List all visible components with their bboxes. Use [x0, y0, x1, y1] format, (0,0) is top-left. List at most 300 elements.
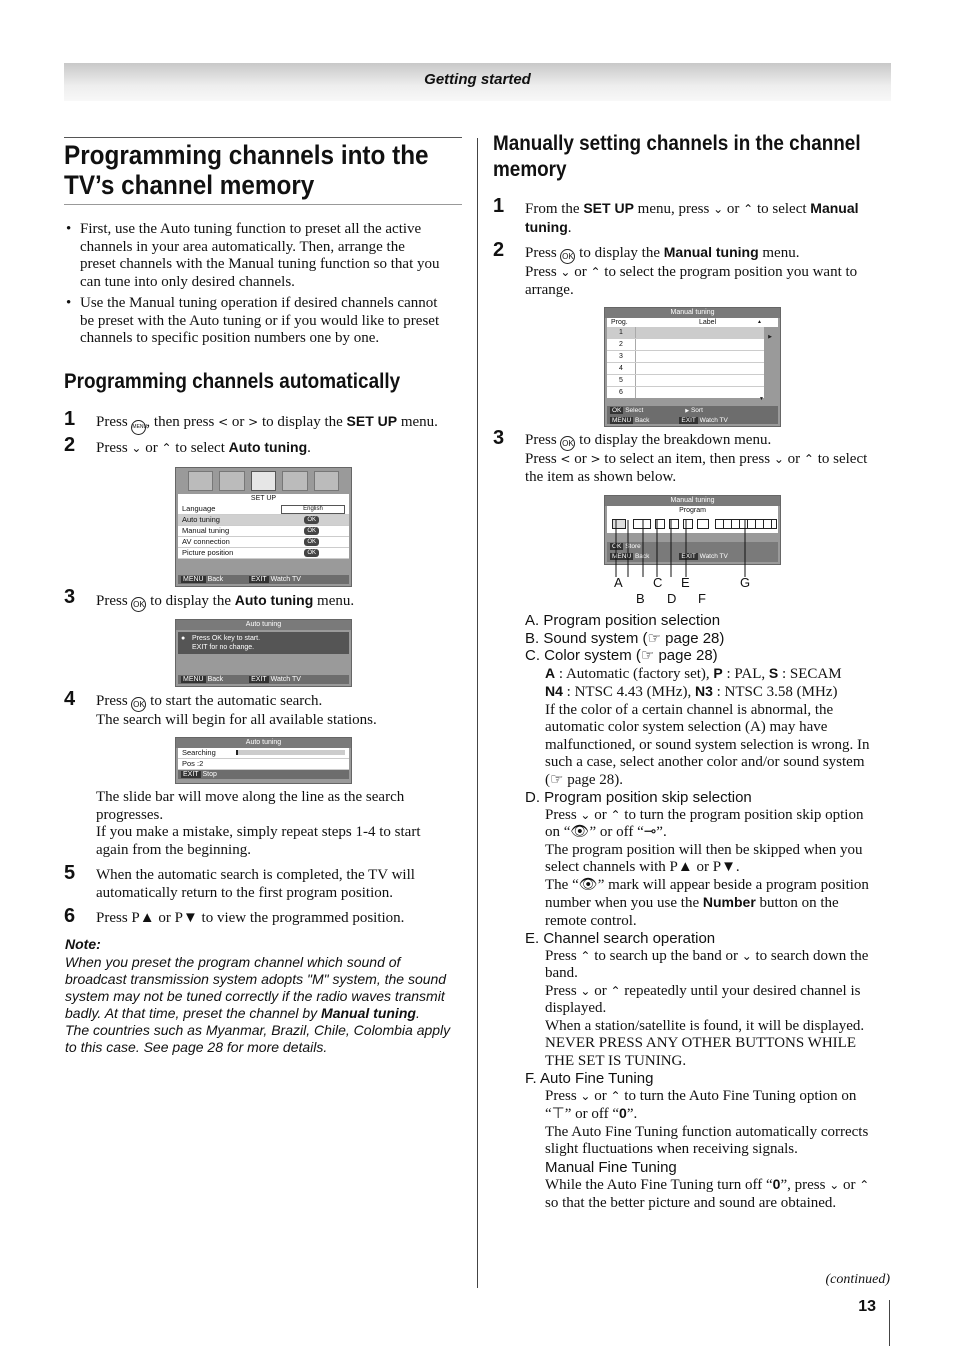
back-label: Back — [207, 576, 224, 583]
bold-term: S — [768, 664, 779, 681]
step-4-line: The search will begin for all available stations. — [96, 712, 377, 728]
bullet-item — [66, 221, 466, 291]
step-6-text: Press P▲ or P▼ to view the programmed position. — [96, 910, 405, 926]
select-label: Select — [625, 407, 644, 414]
text: menu. — [397, 414, 438, 430]
bold-term: SET UP — [346, 413, 398, 429]
screen-footer — [178, 675, 349, 684]
bold-term: tuning — [525, 218, 568, 235]
program-row — [607, 387, 764, 398]
text: While the Auto Fine Tuning turn off “ — [545, 1177, 773, 1193]
setup-menu-icon — [251, 471, 276, 491]
text: : NTSC 3.58 (MHz) — [712, 684, 838, 700]
screen-footer — [607, 406, 778, 424]
chevron-up-icon: ⌃ — [161, 441, 172, 455]
screen-title: Auto tuning — [176, 620, 351, 630]
text: number when you use the — [545, 895, 703, 911]
chevron-down-icon: ⌄ — [829, 1178, 840, 1192]
bullet-line: be preset with the Auto tuning or if you would like to preset — [80, 312, 440, 329]
text: : NTSC 4.43 (MHz), — [562, 684, 695, 700]
bold-term: SET UP — [583, 200, 634, 216]
setup-row — [178, 548, 349, 559]
chevron-down-icon: ⌄ — [131, 441, 142, 455]
text-line — [545, 807, 895, 825]
bold-term: N4 — [545, 683, 563, 699]
text: to select — [813, 451, 868, 467]
row-label: Picture position — [182, 548, 234, 557]
exit-key-label: EXIT — [681, 417, 696, 424]
chevron-down-icon: ⌄ — [580, 807, 591, 822]
callout-label-c: C — [653, 575, 663, 590]
step-number: 3 — [64, 586, 76, 608]
note-line — [65, 1005, 470, 1022]
bullet-line: channels to specific position numbers one by one. — [80, 330, 380, 346]
bullet-item — [66, 295, 466, 348]
step-number: 4 — [64, 688, 76, 710]
text-line — [545, 683, 895, 702]
section-title-manual — [493, 131, 933, 183]
prog-header: Prog. — [611, 319, 628, 326]
auto-tuning-message — [178, 632, 349, 654]
text: to display the — [258, 414, 347, 430]
title-rule-top — [64, 137, 462, 138]
text: or — [590, 982, 611, 999]
message-line: EXIT for no change. — [192, 644, 255, 651]
store-label: Store — [625, 543, 641, 550]
auto-tuning-progress-screen — [175, 737, 352, 784]
note-body — [65, 954, 470, 1056]
ok-badge: OK — [304, 527, 319, 535]
text: Press — [525, 451, 561, 467]
callout-label-e: E — [681, 575, 690, 590]
row-label: Auto tuning — [182, 515, 220, 524]
chevron-up-icon: ⌃ — [859, 1178, 870, 1192]
text: or — [590, 1087, 611, 1104]
text-line: select channels with P▲ or P▼. — [545, 859, 740, 875]
text-line: band. — [545, 965, 578, 981]
text-line — [525, 264, 895, 282]
step-4-notes — [96, 789, 466, 859]
chevron-left-icon: < — [218, 415, 229, 429]
text: Press — [545, 982, 581, 999]
title-rule-bottom — [64, 204, 462, 205]
item-a-label: A. Program position selection — [525, 612, 721, 629]
menu-key-label: MENU — [183, 576, 204, 583]
step-number: 3 — [493, 427, 505, 449]
bold-term: Auto tuning — [228, 439, 308, 455]
text: ”. — [626, 1106, 638, 1122]
chevron-up-icon: ⌃ — [803, 452, 814, 466]
text: Press — [545, 1087, 581, 1104]
setup-row — [178, 526, 349, 537]
program-row — [607, 375, 764, 387]
bullet-line: First, use the Auto tuning function to preset all the active — [80, 221, 422, 237]
text: or — [590, 806, 611, 823]
footer-line — [610, 406, 778, 416]
bold-term: N3 — [694, 683, 713, 699]
text: Press — [545, 806, 581, 823]
bullet-line: channels in your area automatically. Then, arrange the — [80, 238, 405, 255]
step-4-line — [96, 693, 466, 712]
chevron-down-icon: ⌄ — [580, 1088, 591, 1103]
text: to select — [171, 440, 229, 456]
exit-key-label: EXIT — [251, 676, 267, 683]
bold-term: Manual tuning — [321, 1005, 416, 1021]
chevron-up-icon: ⌃ — [610, 983, 621, 998]
chevron-down-icon: ⌄ — [580, 983, 591, 998]
text: or — [141, 440, 162, 456]
text: : Automatic (factory set), — [555, 665, 714, 682]
timer-menu-icon — [282, 471, 307, 491]
ok-button-icon: OK — [131, 597, 146, 612]
chevron-up-icon: ⌃ — [580, 948, 591, 963]
text-line — [545, 983, 895, 1001]
breakdown-items — [525, 612, 895, 1212]
step-2-text — [96, 439, 466, 458]
text: Press — [96, 414, 132, 430]
text: Press — [96, 693, 132, 709]
column-headers — [607, 318, 778, 327]
prog-number: 2 — [607, 339, 636, 350]
setup-row-selected — [178, 515, 349, 526]
watch-label: Watch TV — [270, 576, 301, 583]
step-number: 2 — [493, 239, 505, 261]
bold-term: Manual — [810, 200, 859, 216]
callout-lines — [600, 515, 760, 595]
text-line: malfunctioned, or sound system selection is wrong. In — [545, 736, 870, 753]
text-line — [545, 894, 895, 913]
screen-title: SET UP — [178, 494, 349, 504]
callout-label-f: F — [698, 591, 706, 606]
text: to turn the Auto Fine Tuning option on — [620, 1087, 857, 1104]
note-line: The countries such as Myanmar, Brazil, Chile, Colombia apply — [65, 1022, 451, 1038]
text: to search down the — [751, 947, 869, 964]
text-line — [545, 1088, 895, 1106]
step-3-text — [96, 592, 466, 612]
chevron-up-icon: ⌃ — [590, 265, 601, 279]
section-title-line: memory — [493, 158, 567, 181]
bullet-dot: • — [66, 221, 72, 237]
menu-button-icon: MENU — [131, 420, 146, 435]
text: to display the — [575, 245, 664, 261]
prog-number: 1 — [607, 327, 636, 338]
text: Press — [96, 593, 132, 609]
text-line — [545, 665, 895, 684]
chevron-down-icon: ⌄ — [741, 948, 752, 963]
program-row — [607, 351, 764, 363]
text: . — [567, 219, 572, 236]
bullet-line: Use the Manual tuning operation if desired channels cannot — [80, 295, 438, 311]
setup-row — [178, 504, 349, 515]
text: . — [415, 1005, 420, 1021]
ok-badge: OK — [304, 516, 319, 524]
exit-key-label: EXIT — [681, 553, 696, 560]
menu-icon-strip — [176, 468, 351, 494]
text-line: the item as shown below. — [525, 468, 677, 485]
text: to start the automatic search. — [146, 693, 323, 709]
screen-title: Manual tuning — [605, 308, 780, 318]
item-d-label: D. Program position skip selection — [525, 789, 752, 806]
text: or — [839, 1177, 860, 1193]
step-number: 6 — [64, 905, 76, 927]
menu-key-label: MENU — [612, 417, 632, 424]
function-menu-icon — [314, 471, 339, 491]
chevron-up-icon: ⌃ — [610, 807, 621, 822]
step-number: 2 — [64, 434, 76, 456]
item-b-label: B. Sound system (☞ page 28) — [525, 629, 725, 647]
bold-term: A — [545, 664, 556, 681]
text-line: When the automatic search is completed, the TV will — [96, 867, 415, 883]
ok-button-icon: OK — [560, 249, 575, 264]
prog-number: 3 — [607, 351, 636, 362]
callout-label-b: B — [636, 591, 645, 606]
item-f-label: F. Auto Fine Tuning — [525, 1070, 654, 1087]
step-5-text — [96, 867, 466, 902]
text: Press — [545, 947, 581, 964]
scroll-up-icon: ▲ — [757, 319, 762, 325]
setup-row — [178, 537, 349, 548]
text-line: If you make a mistake, simply repeat steps 1-4 to start — [96, 824, 421, 840]
page-title — [64, 140, 504, 200]
program-row — [607, 339, 764, 351]
item-c-detail — [525, 665, 895, 790]
text: . — [307, 440, 311, 456]
text: Press — [96, 440, 132, 456]
manual-tuning-screen — [604, 307, 781, 427]
text: to search up the band or — [590, 947, 742, 964]
text-line: automatically return to the first program position. — [96, 884, 394, 901]
bullet-line: preset channels with the Manual tuning function so that you — [80, 256, 440, 272]
row-label: Manual tuning — [182, 526, 230, 535]
text: menu, press — [633, 201, 714, 217]
footer-line — [610, 416, 778, 425]
text: Press — [525, 432, 561, 448]
screen-title: Auto tuning — [176, 738, 351, 748]
text-line: If the color of a certain channel is abnormal, the — [545, 701, 834, 718]
ok-button-icon: OK — [131, 697, 146, 712]
page-title-line2: TV’s channel memory — [64, 170, 315, 200]
text: to select an item, then press — [600, 451, 774, 467]
continued-label: (continued) — [825, 1272, 890, 1287]
text: ”, press — [780, 1177, 830, 1193]
search-progress-bar — [236, 750, 345, 755]
text: Press — [525, 264, 561, 280]
item-d-detail — [525, 807, 895, 931]
note-line: system may not be tuned correctly if the radio waves transmit — [65, 988, 445, 1004]
screen-footer — [178, 575, 349, 584]
text: menu. — [313, 593, 355, 609]
stop-label: Stop — [202, 771, 217, 778]
bold-term: P — [713, 664, 723, 681]
text: menu. — [758, 245, 800, 261]
arrow-right-icon: ▶ — [768, 334, 772, 340]
text: : SECAM — [778, 665, 842, 682]
header-bar — [64, 63, 891, 101]
text: to select — [753, 201, 811, 217]
note-line: When you preset the program channel which sound of — [65, 954, 401, 970]
text-line: so that the better picture and sound are obtained. — [545, 1194, 837, 1211]
program-subtitle: Program — [607, 506, 778, 515]
row-label: Searching — [182, 748, 216, 757]
text-line: such a case, select another color and/or sound system — [545, 754, 865, 770]
text: “⊤” or off “ — [545, 1106, 620, 1122]
prog-number: 4 — [607, 363, 636, 374]
text: or — [570, 451, 591, 467]
screen-footer — [178, 770, 349, 779]
bullet-dot: • — [66, 295, 72, 311]
chevron-left-icon: < — [560, 452, 571, 466]
exit-key-label: EXIT — [251, 576, 267, 583]
manual-step-3-text — [525, 432, 895, 486]
text-line: The slide bar will move along the line as the search — [96, 789, 405, 805]
text-line: slight fluctuations when receiving signals. — [545, 1141, 798, 1157]
row-label: AV connection — [182, 537, 230, 546]
item-f-detail — [525, 1088, 895, 1213]
bold-term: Number — [702, 894, 756, 910]
bullet-line: can tune into only desired channels. — [80, 273, 295, 290]
watch-label: Watch TV — [699, 553, 728, 560]
info-icon: ● — [181, 635, 186, 642]
text-line: automatic color system selection (A) may have — [545, 719, 828, 735]
page-number-rule — [889, 1300, 890, 1346]
text: badly. At that time, preset the channel by — [65, 1005, 322, 1021]
note-heading: Note: — [65, 936, 101, 952]
chevron-down-icon: ⌄ — [773, 452, 784, 466]
text: or — [228, 414, 249, 430]
picture-menu-icon — [188, 471, 213, 491]
text-line: progresses. — [96, 806, 164, 823]
text: to select the program position you want to — [600, 264, 858, 280]
text: to turn the program position skip option — [620, 806, 864, 823]
item-e-detail — [525, 948, 895, 1071]
text: From the — [525, 201, 584, 217]
label-header: Label — [699, 319, 717, 326]
sort-label: Sort — [690, 407, 703, 414]
bold-term: 0 — [772, 1176, 781, 1192]
menu-key-label: MENU — [612, 553, 632, 560]
progress-fill — [236, 750, 238, 755]
chevron-down-icon: ⌄ — [560, 265, 571, 279]
position-row: Pos :2 — [178, 759, 349, 770]
step-4-text — [96, 693, 466, 730]
menu-key-label: MENU — [183, 676, 204, 683]
ok-badge: OK — [304, 538, 319, 546]
text-line: on “👁” or off “⊸”. — [545, 824, 667, 840]
step-1-text — [96, 413, 466, 435]
screen-title: Manual tuning — [605, 496, 780, 506]
row-value: English — [281, 505, 345, 514]
prog-number: 5 — [607, 375, 636, 386]
step-number: 1 — [64, 408, 76, 430]
manual-step-1-text — [525, 200, 895, 237]
auto-tuning-start-screen — [175, 619, 352, 687]
text: Press — [525, 245, 561, 261]
watch-label: Watch TV — [270, 676, 301, 683]
back-label: Back — [207, 676, 224, 683]
text-line: remote control. — [545, 912, 637, 929]
text-line: NEVER PRESS ANY OTHER BUTTONS WHILE — [545, 1035, 856, 1051]
text-line — [525, 244, 895, 264]
prog-number: 6 — [607, 387, 636, 398]
page-number: 13 — [858, 1298, 876, 1315]
watch-label: Watch TV — [699, 417, 728, 424]
ok-key-label: OK — [612, 407, 622, 414]
program-row — [607, 363, 764, 375]
note-line: to this case. See page 28 for more details. — [65, 1039, 328, 1055]
callout-label-d: D — [667, 591, 677, 606]
text-line: THE SET IS TUNING. — [545, 1052, 687, 1069]
text-line: The Auto Fine Tuning function automatically corrects — [545, 1123, 869, 1140]
message-line: Press OK key to start. — [192, 635, 261, 642]
item-e-label: E. Channel search operation — [525, 930, 716, 947]
text: to display the — [146, 593, 235, 609]
text: repeatedly until your desired channel is — [620, 982, 861, 999]
section-title-line: Manually setting channels in the channel — [493, 132, 861, 155]
back-label: Back — [634, 553, 650, 560]
chevron-up-icon: ⌃ — [610, 1088, 621, 1103]
text-line — [545, 1105, 895, 1124]
text: or — [723, 201, 744, 217]
item-c-label: C. Color system (☞ page 28) — [525, 647, 718, 664]
text-line: displayed. — [545, 1000, 607, 1016]
step-number: 5 — [64, 862, 76, 884]
ok-button-icon: OK — [560, 436, 575, 451]
ok-badge: OK — [304, 549, 319, 557]
scroll-down-icon: ▼ — [759, 396, 764, 402]
subhead-auto: Programming channels automatically — [64, 370, 401, 393]
text: , then press — [146, 414, 219, 430]
text: or — [570, 264, 591, 280]
play-icon: ▶ — [685, 408, 690, 414]
page-title-line1: Programming channels into the — [64, 140, 429, 170]
text: to display the breakdown menu. — [575, 432, 772, 448]
text-line — [545, 1176, 895, 1195]
chevron-right-icon: > — [248, 415, 259, 429]
text-line: again from the beginning. — [96, 841, 251, 858]
text-line — [525, 451, 895, 469]
manual-step-2-text — [525, 244, 895, 299]
section-title: Getting started — [424, 71, 531, 88]
sound-menu-icon — [219, 471, 244, 491]
text: button on the — [755, 895, 839, 911]
text: or — [783, 451, 804, 467]
exit-key-label: EXIT — [183, 771, 199, 778]
text-line: When a station/satellite is found, it will be displayed. — [545, 1017, 865, 1034]
step-number: 1 — [493, 195, 505, 217]
program-row-selected — [607, 327, 764, 339]
program-list — [607, 327, 764, 398]
back-label: Back — [634, 417, 650, 424]
searching-row — [178, 748, 349, 759]
manual-fine-tuning-label: Manual Fine Tuning — [545, 1158, 677, 1176]
bold-term: Auto tuning — [234, 592, 314, 608]
ok-key-label: OK — [612, 543, 622, 550]
intro-bullets — [66, 221, 466, 348]
callout-label-a: A — [614, 575, 623, 590]
text-line: The program position will then be skipped when you — [545, 841, 863, 858]
text-line: (☞ page 28). — [545, 771, 624, 788]
text: : PAL, — [722, 665, 769, 682]
chevron-right-icon: > — [590, 452, 601, 466]
text-line — [545, 948, 895, 966]
text-line: arrange. — [525, 281, 574, 298]
callout-label-g: G — [740, 575, 751, 590]
text-line — [525, 432, 895, 451]
chevron-up-icon: ⌃ — [743, 202, 754, 216]
bold-term: Manual tuning — [663, 244, 759, 260]
chevron-down-icon: ⌄ — [713, 202, 724, 216]
row-label: Language — [182, 504, 216, 513]
